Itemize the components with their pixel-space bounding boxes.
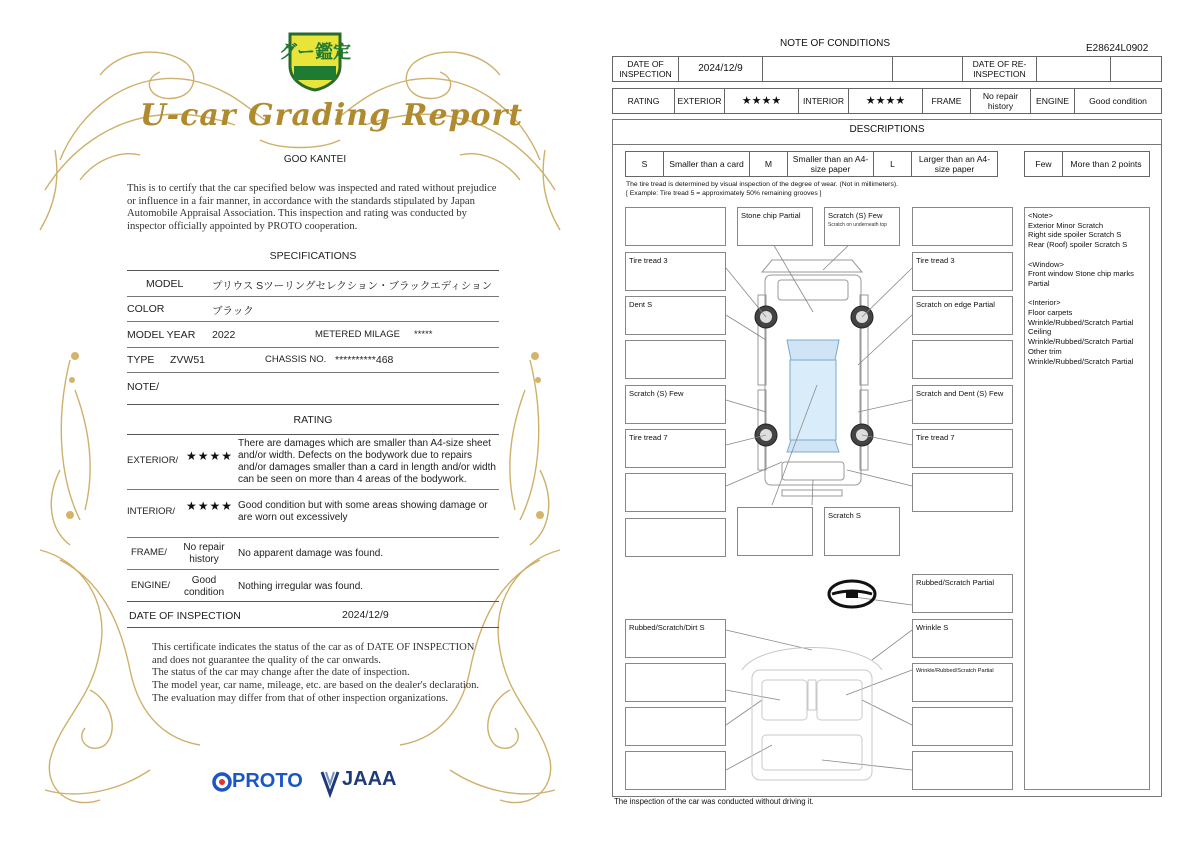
divider (127, 347, 499, 348)
divider (127, 434, 499, 435)
frame-value: No repair history (183, 542, 225, 565)
annotation-box (912, 252, 1013, 291)
date-of-inspection-label: DATE OF INSPECTION (129, 610, 241, 622)
steering-wheel-icon (829, 581, 875, 607)
type-value: ZVW51 (170, 354, 206, 366)
annotation-box (625, 385, 726, 424)
type-label: TYPE (127, 354, 155, 366)
exterior-label: EXTERIOR (675, 89, 725, 114)
annotation-box-empty (912, 707, 1013, 746)
notes-panel (1024, 207, 1150, 790)
notes-line: <Note> (1028, 211, 1053, 220)
engine-value: Good condition (183, 575, 225, 598)
annotation-box (912, 429, 1013, 468)
annotation-text: Rubbed/Scratch Partial (916, 578, 995, 587)
engine-label: ENGINE/ (131, 580, 171, 591)
interior-label: INTERIOR (799, 89, 849, 114)
chassis-value: **********468 (335, 354, 394, 366)
annotation-text: Tire tread 7 (629, 433, 668, 442)
annotation-text: Wrinkle S (916, 623, 949, 632)
divider (127, 296, 499, 297)
date-of-inspection-label: DATE OF INSPECTION (613, 57, 679, 82)
badge-text: グー鑑定 (279, 42, 351, 63)
footer-line: The status of the car may change after the date of inspection. (152, 667, 410, 679)
model-year-label: MODEL YEAR (127, 329, 196, 341)
annotation-box-empty (912, 473, 1013, 512)
frame-description: No apparent damage was found. (238, 548, 384, 559)
date-of-inspection-value: 2024/12/9 (342, 609, 389, 621)
notes-line: Exterior Minor Scratch (1028, 220, 1104, 230)
color-value: ブラック (212, 305, 254, 317)
annotation-text: Tire tread 3 (916, 256, 955, 265)
reinspection-label: DATE OF RE-INSPECTION (963, 57, 1037, 82)
engine-value: Good condition (1075, 89, 1162, 114)
annotation-box-empty (912, 207, 1013, 246)
mileage-value: ***** (414, 329, 433, 340)
exterior-label: EXTERIOR/ (127, 455, 179, 466)
divider (127, 537, 499, 538)
notes-line: Rear (Roof) spoiler Scratch S (1028, 240, 1128, 250)
annotation-text: Scratch (S) Few (828, 211, 883, 220)
annotation-box (912, 663, 1013, 702)
annotation-box-empty (625, 707, 726, 746)
annotation-box (625, 296, 726, 335)
empty-cell (893, 57, 963, 82)
engine-label: ENGINE (1031, 89, 1075, 114)
specifications-heading: SPECIFICATIONS (269, 250, 357, 262)
annotation-box-empty (625, 663, 726, 702)
notes-line: Front window Stone chip marks Partial (1028, 269, 1134, 288)
divider (127, 627, 499, 628)
footer-line: The evaluation may differ from that of other inspection organizations. (152, 692, 449, 704)
rating-table (612, 88, 1162, 114)
annotation-text: Scratch (S) Few (629, 389, 684, 398)
empty-cell (1111, 57, 1162, 82)
legend-m-code: M (750, 152, 788, 177)
notes-spacer (1028, 250, 1146, 260)
size-legend-table (625, 151, 998, 177)
interior-label: INTERIOR/ (127, 506, 176, 517)
date-of-inspection-value: 2024/12/9 (679, 57, 763, 82)
inspection-footer-note: The inspection of the car was conducted without driving it. (614, 797, 814, 806)
legend-l-code: L (874, 152, 912, 177)
notes-line: Wrinkle/Rubbed/Scratch Partial (1028, 317, 1134, 327)
mileage-label: METERED MILAGE (315, 329, 400, 340)
annotation-box (912, 296, 1013, 335)
inspection-date-table (612, 56, 1162, 82)
legend-s-code: S (626, 152, 664, 177)
annotation-text: Tire tread 7 (916, 433, 955, 442)
legend-few-text: More than 2 points (1063, 152, 1150, 177)
annotation-text: Stone chip Partial (741, 211, 801, 220)
exterior-description: There are damages which are smaller than A4-size sheet and/or width. Defects on the bodywork due to repairs and/or damages smaller than a card in length and/or width can be seen on more than 4 areas of the bodywork. (238, 438, 496, 485)
divider (127, 569, 499, 570)
annotation-box-empty (625, 340, 726, 379)
tire-note: The tire tread is determined by visual inspection of the degree of wear. (Not in millimeters). (626, 181, 898, 188)
divider (127, 601, 499, 602)
footer-line: This certificate indicates the status of the car as of DATE OF INSPECTION and does not guarantee the quality of the car onwards. (152, 642, 475, 666)
annotation-box (625, 619, 726, 658)
divider (127, 489, 499, 490)
interior-description: Good condition but with some areas showing damage or are worn out excessively (238, 500, 488, 523)
note-title: NOTE OF CONDITIONS (780, 38, 890, 49)
annotation-text: Tire tread 3 (629, 256, 668, 265)
few-legend-table (1024, 151, 1150, 177)
legend-s-text: Smaller than a card (664, 152, 750, 177)
notes-spacer (1028, 289, 1146, 299)
notes-line: Ceiling (1028, 327, 1052, 337)
model-label: MODEL (146, 278, 184, 290)
divider (127, 270, 499, 271)
empty-cell (763, 57, 893, 82)
rating-heading: RATING (293, 414, 333, 426)
chassis-label: CHASSIS NO. (265, 354, 327, 365)
annotation-text: Rubbed/Scratch/Dirt S (629, 623, 705, 632)
annotation-box-empty (912, 340, 1013, 379)
notes-line: Right side spoiler Scratch S (1028, 230, 1122, 240)
divider (127, 404, 499, 405)
annotation-box (625, 429, 726, 468)
annotation-text: Scratch on edge Partial (916, 300, 995, 309)
engine-description: Nothing irregular was found. (238, 581, 364, 592)
proto-logo: PROTO (232, 770, 303, 792)
interior-stars: ★★★★ (849, 89, 923, 114)
divider (127, 321, 499, 322)
interior-stars: ★★★★ (186, 499, 234, 513)
tire-example: [ Example: Tire tread 5 = approximately 50% remaining grooves ] (626, 190, 822, 197)
jaaa-logo: JAAA (342, 768, 397, 790)
certificate-footer (152, 642, 482, 706)
annotation-box (824, 507, 900, 556)
annotation-box (912, 574, 1013, 613)
legend-few-code: Few (1025, 152, 1063, 177)
exterior-stars: ★★★★ (725, 89, 799, 114)
footer-line: The model year, car name, mileage, etc. are based on the dealer's declaration. (152, 680, 480, 692)
annotation-box-empty (737, 507, 813, 556)
document-id: E28624L0902 (1086, 43, 1149, 54)
jaaa-logo-icon (320, 770, 340, 796)
certificate-subtitle: GOO KANTEI (283, 154, 347, 165)
rating-label: RATING (613, 89, 675, 114)
annotation-box-empty (912, 751, 1013, 790)
annotation-text: Scratch S (828, 511, 861, 520)
annotation-text: Wrinkle/Rubbed/Scratch Partial (916, 668, 994, 674)
model-year-value: 2022 (212, 329, 236, 341)
annotation-box (912, 619, 1013, 658)
notes-line: Floor carpets (1028, 308, 1073, 317)
annotation-box (625, 252, 726, 291)
certificate-intro: This is to certify that the car specified below was inspected and rated without prejudice or influence in a fair manner, in accordance with the standards stipulated by Japan Automobile Appraisal Association. This inspection and rating was conducted by inspector officially appointed by PROTO cooperation. (127, 183, 497, 232)
notes-line: Wrinkle/Rubbed/Scratch Partial (1028, 356, 1134, 366)
divider (612, 144, 1162, 145)
legend-l-text: Larger than an A4-size paper (912, 152, 998, 177)
frame-label: FRAME/ (131, 547, 167, 558)
annotation-box-empty (625, 751, 726, 790)
exterior-stars: ★★★★ (186, 449, 234, 463)
annotation-text: Dent S (629, 300, 653, 309)
notes-line: <Interior> (1028, 298, 1061, 308)
notes-list (1025, 208, 1149, 369)
proto-logo-icon (212, 772, 232, 794)
reinspection-value (1037, 57, 1111, 82)
goo-kantei-badge-logo (279, 30, 351, 92)
annotation-text: Scratch and Dent (S) Few (916, 389, 1004, 398)
legend-m-text: Smaller than an A4-size paper (788, 152, 874, 177)
descriptions-heading: DESCRIPTIONS (849, 124, 925, 135)
divider (127, 372, 499, 373)
annotation-box-empty (625, 518, 726, 557)
annotation-box (824, 207, 900, 246)
notes-line: Other trim (1028, 346, 1062, 356)
annotation-subtext: Scratch on underneath top (828, 222, 887, 228)
model-value: プリウス Sツーリングセレクション・ブラックエディション (212, 280, 493, 292)
annotation-box (912, 385, 1013, 424)
annotation-box (737, 207, 813, 246)
note-label: NOTE/ (127, 381, 160, 393)
note-of-conditions (600, 0, 1200, 848)
color-label: COLOR (127, 303, 165, 315)
certificate-title: U-car Grading Report (140, 98, 524, 133)
frame-value: No repair history (971, 89, 1031, 114)
annotation-box-empty (625, 473, 726, 512)
notes-line: <Window> (1028, 259, 1064, 269)
frame-label: FRAME (923, 89, 971, 114)
annotation-box-empty (625, 207, 726, 246)
notes-line: Wrinkle/Rubbed/Scratch Partial (1028, 337, 1134, 347)
